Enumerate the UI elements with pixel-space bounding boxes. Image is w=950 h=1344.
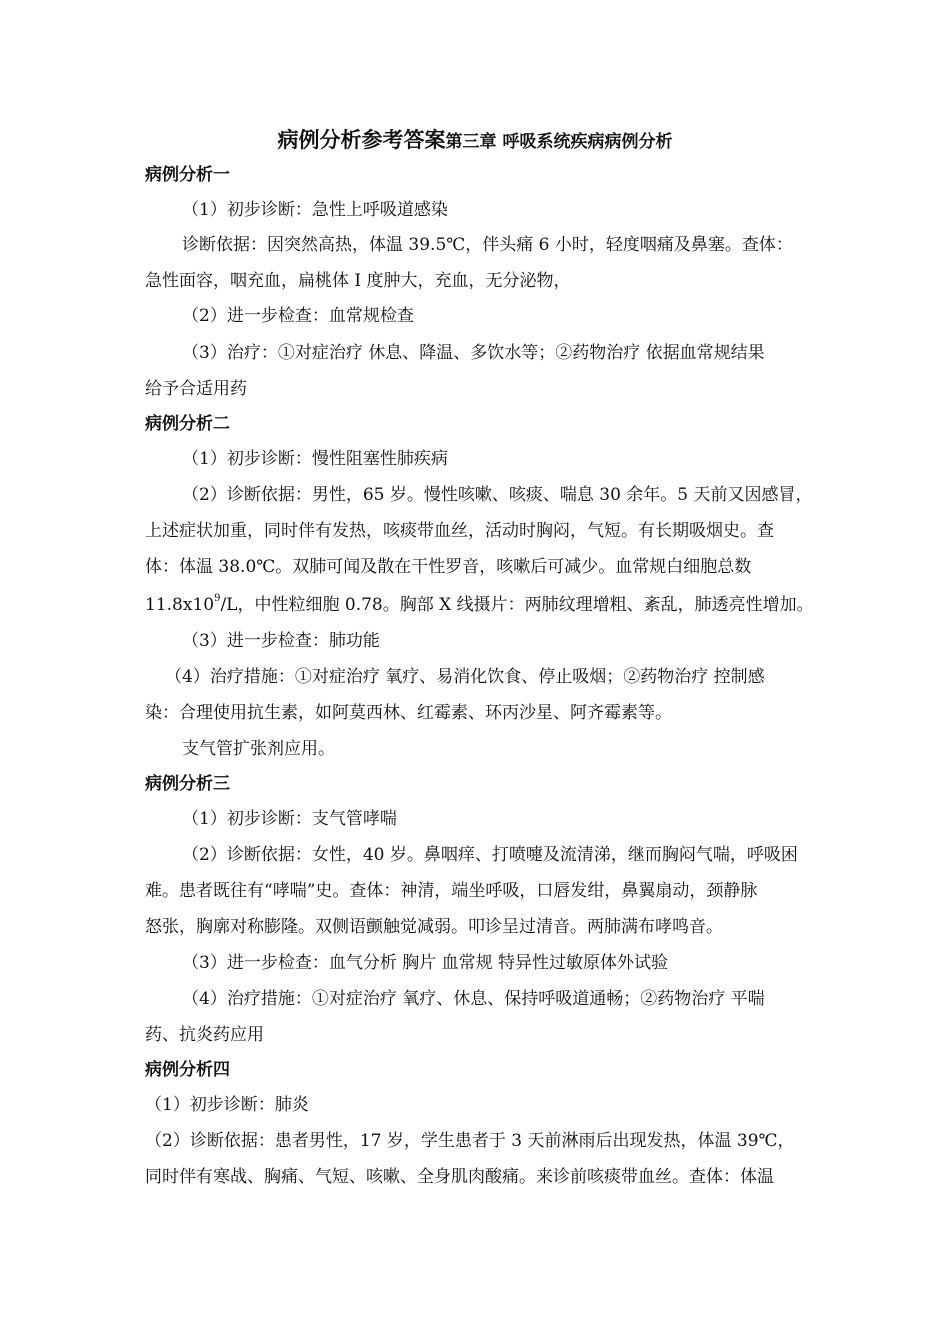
case2-treat-line2: 染：合理使用抗生素，如阿莫西林、红霉素、环丙沙星、阿齐霉素等。 xyxy=(145,703,672,723)
title-main: 病例分析参考答案 xyxy=(277,128,446,152)
case3-exam: （3）进一步检查：血气分析 胸片 血常规 特异性过敏原体外试验 xyxy=(182,953,669,973)
case1-exam: （2）进一步检查：血常规检查 xyxy=(182,306,414,326)
case2-basis-line2: 上述症状加重，同时伴有发热，咳痰带血丝，活动时胸闷，气短。有长期吸烟史。查 xyxy=(145,521,774,541)
case2-exam: （3）进一步检查：肺功能 xyxy=(182,631,380,651)
title-sub: 第三章 呼吸系统疾病病例分析 xyxy=(445,132,673,152)
case2-treat-line1: （4）治疗措施：①对症治疗 氧疗、易消化饮食、停止吸烟；②药物治疗 控制感 xyxy=(165,667,765,687)
case1-treat-line2: 给予合适用药 xyxy=(145,379,247,399)
case1-basis-line2: 急性面容，咽充血，扁桃体 I 度肿大，充血，无分泌物， xyxy=(145,271,571,291)
case2-treat-line3: 支气管扩张剂应用。 xyxy=(182,739,335,759)
case3-heading: 病例分析三 xyxy=(145,774,230,794)
case1-heading: 病例分析一 xyxy=(145,165,230,185)
case1-basis-line1: 诊断依据：因突然高热，体温 39.5℃，伴头痛 6 小时，轻度咽痛及鼻塞。查体： xyxy=(182,235,793,255)
case3-basis-line3: 怒张，胸廓对称膨隆。双侧语颤触觉减弱。叩诊呈过清音。两肺满布哮鸣音。 xyxy=(145,917,723,937)
case2-wbc-exponent: 9 xyxy=(214,593,221,605)
case3-basis-line2: 难。患者既往有“哮喘”史。查体：神清，端坐呼吸，口唇发绀，鼻翼扇动，颈静脉 xyxy=(145,881,758,901)
page-title xyxy=(0,124,950,154)
case4-basis-line1: （2）诊断依据：患者男性，17 岁，学生患者于 3 天前淋雨后出现发热，体温 39℃， xyxy=(145,1131,795,1151)
case3-diagnosis: （1）初步诊断：支气管哮喘 xyxy=(182,809,397,829)
case2-diagnosis: （1）初步诊断：慢性阻塞性肺疾病 xyxy=(182,449,448,469)
case4-heading: 病例分析四 xyxy=(145,1060,230,1080)
case1-treat-line1: （3）治疗：①对症治疗 休息、降温、多饮水等；②药物治疗 依据血常规结果 xyxy=(182,343,765,363)
case3-treat-line2: 药、抗炎药应用 xyxy=(145,1025,264,1045)
case2-basis-line3: 体：体温 38.0℃。双肺可闻及散在干性罗音，咳嗽后可减少。血常规白细胞总数 xyxy=(145,557,752,577)
case1-diagnosis: （1）初步诊断：急性上呼吸道感染 xyxy=(182,200,448,220)
case3-basis-line1: （2）诊断依据：女性，40 岁。鼻咽痒、打喷嚏及流清涕，继而胸闷气喘，呼吸困 xyxy=(182,845,798,865)
case4-diagnosis: （1）初步诊断：肺炎 xyxy=(145,1095,309,1115)
case2-basis-line4 xyxy=(145,594,814,616)
case4-basis-line2: 同时伴有寒战、胸痛、气短、咳嗽、全身肌肉酸痛。来诊前咳痰带血丝。查体：体温 xyxy=(145,1167,774,1187)
case2-heading: 病例分析二 xyxy=(145,414,230,434)
case2-basis-line1: （2）诊断依据：男性，65 岁。慢性咳嗽、咳痰、喘息 30 余年。5 天前又因感冒， xyxy=(182,485,813,505)
case2-wbc-value: 11.8x10 xyxy=(145,595,215,615)
case3-treat-line1: （4）治疗措施：①对症治疗 氧疗、休息、保持呼吸道通畅；②药物治疗 平喘 xyxy=(182,989,765,1009)
case2-basis-line4-rest: /L，中性粒细胞 0.78。胸部 X 线摄片：两肺纹理增粗、紊乱，肺透亮性增加。 xyxy=(220,595,814,615)
